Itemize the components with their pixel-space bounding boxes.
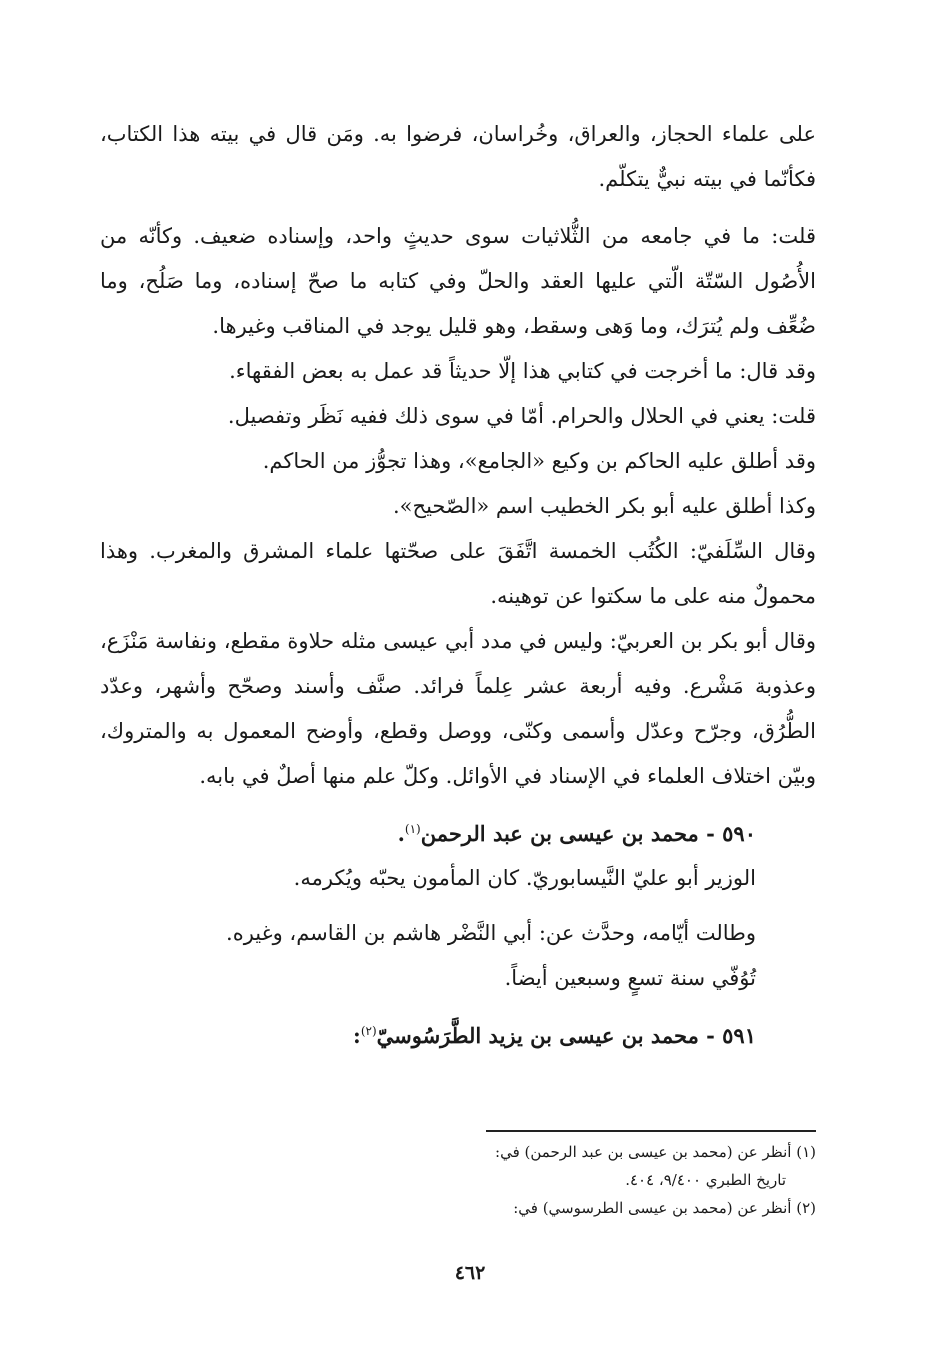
heading-punctuation: : — [353, 1023, 361, 1048]
paragraph: على علماء الحجاز، والعراق، وخُراسان، فرضوا به. ومَن قال في بيته هذا الكتاب، فكأنّما في بيته نبيٌّ يتكلّم. — [100, 122, 816, 191]
page-number: ٤٦٢ — [454, 1262, 486, 1284]
paragraph: وقال أبو بكر بن العربيّ: وليس في مدد أبي عيسى مثله حلاوة مقطع، ونفاسة مَنْزَع، وعذوبة مَشْرع. وفيه أربعة عشر عِلماً فرائد. صنَّف وأسند وصحّح وأشهر، وعدّد الطُّرُق، وجرّح وعدّل وأسمى وكنّى، ووصل وقطع، وأوضح المعمول به والمتروك، وبيّن اختلاف العلماء في الإسناد في الأوائل. وكلّ علم منها أصلٌ في بابه. — [100, 629, 816, 788]
paragraph: قلت: ما في جامعه من الثُّلاثيات سوى حديثٍ واحد، وإسناده ضعيف. وكأنّه من الأُصُول السّتّة الّتي عليها العقد والحلّ وفي كتابه ما صحّ إسناده، وما صَلُح، وما ضُعِّف ولم يُترَك، وما وَهى وسقط، وهو قليل يوجد في المناقب وغيرها. — [100, 224, 816, 338]
paragraph: وقد أطلق عليه الحاكم بن وكيع «الجامع»، وهذا تجوُّز من الحاكم. — [262, 449, 816, 473]
entry-heading-591 — [100, 1009, 756, 1058]
footnote-1-reference: تاريخ الطبري ٩/٤٠٠، ٤٠٤. — [625, 1171, 786, 1189]
footnote-2: (٢) أنظر عن (محمد بن عيسى الطرسوسي) في: — [513, 1199, 816, 1217]
entry-line: الوزير أبو عليّ النَّيسابوريّ. كان المأمون يحبّه ويُكرمه. — [293, 866, 756, 890]
entry-title: ٥٩١ - محمد بن عيسى بن يزيد الطَّرَسُوسيّ — [376, 1023, 756, 1048]
footnote-marker: (١) — [404, 822, 421, 836]
heading-punctuation: . — [397, 821, 405, 846]
footnotes — [456, 1138, 816, 1222]
paragraph: وقال السِّلَفيّ: الكُتُب الخمسة اتَّفَقَ على صحّتها علماء المشرق والمغرب. وهذا محمولٌ منه على ما سكتوا عن توهينه. — [100, 539, 816, 608]
entry-heading-590 — [100, 807, 756, 856]
entry-line: وطالت أيّامه، وحدَّث عن: أبي النَّضْر هاشم بن القاسم، وغيره. — [226, 921, 756, 945]
entry-title: ٥٩٠ - محمد بن عيسى بن عبد الرحمن — [420, 821, 756, 846]
footnote-divider — [486, 1130, 816, 1132]
footnote-marker: (٢) — [360, 1024, 377, 1038]
footnote-1: (١) أنظر عن (محمد بن عيسى بن عبد الرحمن) في: — [495, 1143, 816, 1161]
paragraph: وقد قال: ما أخرجت في كتابي هذا إلّا حديثاً قد عمل به بعض الفقهاء. — [229, 359, 816, 383]
entry-line: تُوُفّي سنة تسعٍ وسبعين أيضاً. — [504, 966, 756, 990]
paragraph: وكذا أطلق عليه أبو بكر الخطيب اسم «الصّحيح». — [392, 494, 816, 518]
main-text — [100, 112, 816, 1058]
paragraph: قلت: يعني في الحلال والحرام. أمّا في سوى ذلك ففيه نَظَر وتفصيل. — [227, 404, 816, 428]
